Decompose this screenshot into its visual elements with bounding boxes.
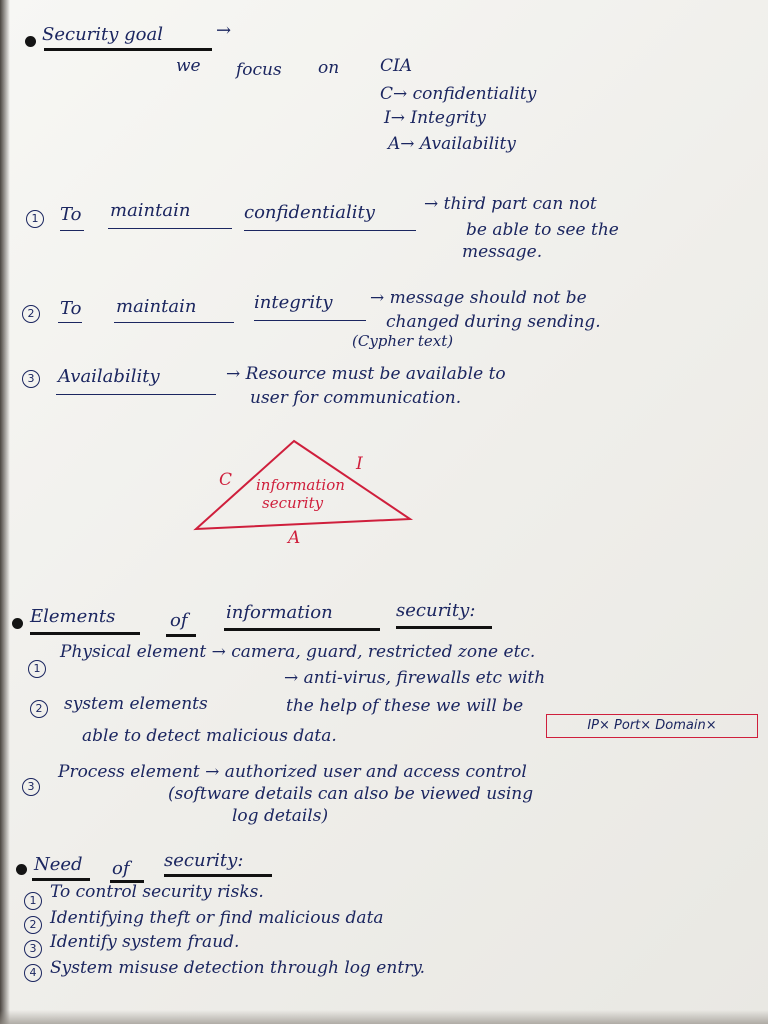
element-physical-text: Physical element → camera, guard, restricted zone etc. bbox=[60, 642, 536, 662]
intro-word-on: on bbox=[318, 58, 340, 78]
goal-verb-underline bbox=[114, 322, 234, 323]
heading-underline bbox=[166, 634, 196, 637]
heading-security-goal: Security goal bbox=[42, 24, 163, 45]
element-system-line2: the help of these we will be bbox=[286, 696, 524, 716]
goal-prefix-underline bbox=[58, 322, 82, 323]
element-system-line1: → anti-virus, firewalls etc with bbox=[284, 668, 546, 688]
element-process-line3: log details) bbox=[232, 806, 329, 826]
element-number: 3 bbox=[22, 778, 40, 796]
section3-heading-w1: Need bbox=[34, 854, 83, 875]
bullet-dot bbox=[25, 36, 36, 47]
heading-underline bbox=[32, 878, 90, 881]
goal-prefix: To bbox=[60, 204, 82, 225]
goal-verb: maintain bbox=[116, 296, 197, 317]
need-item-text: Identifying theft or find malicious data bbox=[50, 908, 384, 928]
need-number: 2 bbox=[24, 916, 42, 934]
triangle-center-line2: security bbox=[262, 494, 324, 512]
heading-underline bbox=[30, 632, 140, 635]
heading-underline bbox=[396, 626, 492, 629]
arrow-glyph: → bbox=[216, 20, 232, 41]
intro-word-we: we bbox=[176, 56, 201, 76]
triangle-label-c: C bbox=[219, 470, 233, 490]
goal-verb: maintain bbox=[110, 200, 191, 221]
section3-heading-w3: security: bbox=[164, 850, 244, 871]
bullet-dot bbox=[12, 618, 23, 629]
goal-desc-line1: → Resource must be available to bbox=[226, 364, 506, 384]
bullet-dot bbox=[16, 864, 27, 875]
goal-desc-line2: be able to see the bbox=[466, 220, 619, 240]
goal-number: 2 bbox=[22, 305, 40, 323]
triangle-label-i: I bbox=[356, 454, 363, 474]
triangle-center-line1: information bbox=[256, 476, 345, 494]
section2-heading-w3: information bbox=[226, 602, 333, 623]
goal-prefix-underline bbox=[60, 230, 84, 231]
need-item-text: Identify system fraud. bbox=[50, 932, 240, 952]
goal-desc-line2: user for communication. bbox=[250, 388, 462, 408]
goal-term: confidentiality bbox=[244, 202, 375, 223]
section3-heading-w2: of bbox=[112, 858, 130, 879]
goal-number: 1 bbox=[26, 210, 44, 228]
element-process-line1: Process element → authorized user and access control bbox=[58, 762, 527, 782]
section2-heading-w4: security: bbox=[396, 600, 476, 621]
element-number: 2 bbox=[30, 700, 48, 718]
page-bottom-shadow bbox=[0, 1010, 768, 1024]
element-system-title: system elements bbox=[64, 694, 208, 714]
need-item-text: System misuse detection through log entry. bbox=[50, 958, 426, 978]
need-item-text: To control security risks. bbox=[50, 882, 264, 902]
goal-term: integrity bbox=[254, 292, 333, 313]
goal-term-underline bbox=[244, 230, 416, 231]
goal-verb-underline bbox=[108, 228, 232, 229]
cia-item-i: I→ Integrity bbox=[384, 108, 486, 128]
goal-desc-line1: → message should not be bbox=[370, 288, 587, 308]
element-number: 1 bbox=[28, 660, 46, 678]
goal-prefix: To bbox=[60, 298, 82, 319]
cia-item-a: A→ Availability bbox=[388, 134, 516, 154]
goal-desc-line1: → third part can not bbox=[424, 194, 597, 214]
intro-word-focus: focus bbox=[236, 60, 282, 80]
cia-item-c: C→ confidentiality bbox=[380, 84, 537, 104]
triangle-label-a: A bbox=[288, 528, 301, 548]
goal-desc-line2: changed during sending. bbox=[386, 312, 601, 332]
goal-number: 3 bbox=[22, 370, 40, 388]
cia-label: CIA bbox=[380, 56, 412, 76]
goal-desc-line3: message. bbox=[462, 242, 543, 262]
page-edge-shadow bbox=[0, 0, 10, 1024]
heading-underline bbox=[44, 48, 212, 51]
element-system-line3: able to detect malicious data. bbox=[82, 726, 337, 746]
heading-underline bbox=[164, 874, 272, 877]
goal-desc-line3: (Cypher text) bbox=[352, 332, 454, 350]
need-number: 4 bbox=[24, 964, 42, 982]
goal-term: Availability bbox=[58, 366, 160, 387]
section2-heading-w2: of bbox=[170, 610, 188, 631]
need-number: 1 bbox=[24, 892, 42, 910]
ip-port-domain-box: IP× Port× Domain× bbox=[546, 714, 758, 738]
section2-heading-w1: Elements bbox=[30, 606, 116, 627]
need-number: 3 bbox=[24, 940, 42, 958]
goal-term-underline bbox=[254, 320, 366, 321]
heading-underline bbox=[224, 628, 380, 631]
goal-term-underline bbox=[56, 394, 216, 395]
element-process-line2: (software details can also be viewed using bbox=[168, 784, 534, 804]
